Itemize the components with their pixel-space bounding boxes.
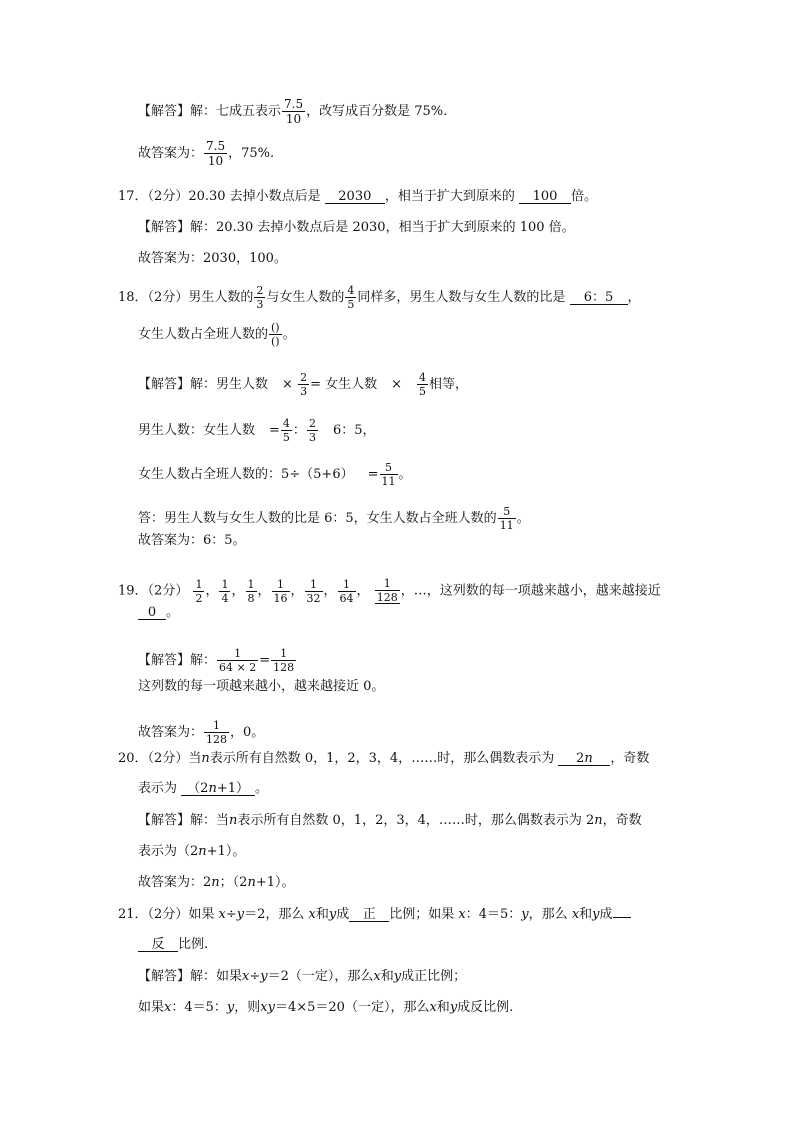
q21-question-line2: 反 比例. (138, 938, 208, 952)
answer-blank: 0 (138, 606, 166, 620)
q20-final-answer: 故答案为：2n；（2n+1）。 (138, 875, 295, 890)
q16-solution-line: 【解答】解：七成五表示 $\frac{7.5}{10}$ ，改写成百分数是 75%. (138, 97, 448, 126)
q17-question: 17．（2分）20.30 去掉小数点后是 2030 ，相当于扩大到原来的 100 倍。 (118, 189, 597, 204)
q18-ratio-line: 男生人数：女生人数 = $\frac{4}{5}$ ： $\frac{2}{3}$ 6：5， (138, 417, 376, 444)
sequence-fraction: $\frac{1}{32}$ (306, 577, 321, 605)
q18-question: 18．（2分）男生人数的 $\frac{2}{3}$ 与女生人数的 $\frac{4}{5}$ 同样多，男生人数与女生人数的比是 6：5 ， (118, 284, 641, 311)
q20-question: 20．（2分）当n表示所有自然数 0，1，2，3，4，……时，那么偶数表示为 2n ，奇数 (118, 751, 650, 766)
q19-solution-line1: 【解答】解： $\frac{1}{64 \times 2}$ = $\frac{1}{128}$ (138, 647, 295, 674)
answer-blank: （2n+1） (181, 782, 255, 796)
answer-blank: 反 (138, 938, 178, 952)
fraction: $\frac{4}{5}$ (347, 284, 355, 311)
answer-blank: 正 (349, 908, 389, 922)
answer-blank: 2030 (325, 190, 385, 204)
solution-label: 【解答】解：七成五表示 (138, 104, 282, 119)
fraction-blank: $\frac{()}{()}$ (271, 321, 280, 348)
q17-solution: 【解答】解：20.30 去掉小数点后是 2030，相当于扩大到原来的 100 倍。 (138, 220, 575, 235)
sequence-fraction: $\frac{1}{4}$ (221, 577, 229, 605)
answer-blank: 100 (519, 190, 571, 204)
sequence-fraction: $\frac{1}{64}$ (339, 577, 354, 605)
q16-final-answer: 故答案为： $\frac{7.5}{10}$ ，75%. (138, 139, 275, 168)
answer-blank: 2n (558, 752, 610, 766)
q19-final-answer: 故答案为： $\frac{1}{128}$ ，0。 (138, 719, 265, 746)
q21-solution-line2: 如果x：4＝5：y，则xy＝4×5＝20（一定），那么x和y成反比例. (138, 1000, 514, 1015)
fraction: $\frac{7.5}{10}$ (206, 139, 226, 168)
fraction: $\frac{5}{11}$ (381, 461, 396, 488)
q18-question-line2: 女生人数占全班人数的 $\frac{()}{()}$ 。 (138, 321, 296, 348)
fraction: $\frac{4}{5}$ (419, 371, 427, 398)
q19-question: 19．（2分） $\frac{1}{2}$ ， $\frac{1}{4}$ ， $\frac{1}{8}$ ， $\frac{1}{16}$ ， $\frac{1}{32}$ ， $\frac{1}{64}$ ， $\frac{1}{128}$ ，…，这列数的每一项越来越小，越来越接近 (118, 577, 661, 605)
q21-question: 21．（2分）如果 x÷y＝2，那么 x和y成 正 比例；如果 x：4＝5：y，那么 x和y成 (118, 908, 631, 922)
fraction: $\frac{1}{128}$ (206, 719, 228, 746)
q19-solution-line2: 这列数的每一项越来越小，越来越接近 0。 (138, 679, 385, 694)
q17-final-answer: 故答案为：2030，100。 (138, 251, 287, 266)
q18-solution-line1: 【解答】解：男生人数 × $\frac{2}{3}$ = 女生人数 × $\frac{4}{5}$ 相等， (138, 371, 469, 398)
question-number: 21．（2分） (118, 907, 189, 922)
q21-solution-line1: 【解答】解：如果x÷y＝2（一定），那么x和y成正比例； (138, 969, 467, 984)
q18-share-line: 女生人数占全班人数的：5÷（5+6） = $\frac{5}{11}$ 。 (138, 461, 412, 488)
solution-label: 【解答】解： (138, 653, 217, 668)
answer-blank-fraction: $\frac{1}{128}$ (376, 577, 398, 604)
fraction: $\frac{1}{64 \times 2}$ (219, 647, 257, 674)
question-number: 20．（2分） (118, 751, 189, 766)
fraction: $\frac{2}{3}$ (308, 417, 316, 444)
fraction: $\frac{7.5}{10}$ (284, 97, 304, 126)
q20-solution-line2: 表示为（2n+1）。 (138, 844, 246, 859)
fraction: $\frac{2}{3}$ (300, 371, 308, 398)
fraction: $\frac{2}{3}$ (256, 284, 264, 311)
sequence-fraction: $\frac{1}{16}$ (273, 577, 288, 605)
question-number: 19．（2分） (118, 583, 189, 599)
q18-answer-line: 答：男生人数与女生人数的比是 6：5，女生人数占全班人数的 $\frac{5}{11}$ 。 (138, 505, 530, 532)
sequence-fraction: $\frac{1}{8}$ (247, 577, 255, 605)
fraction: $\frac{4}{5}$ (282, 417, 290, 444)
question-number: 18．（2分） (118, 290, 189, 305)
q20-solution-line1: 【解答】解：当n表示所有自然数 0，1，2，3，4，……时，那么偶数表示为 2n，奇数 (138, 813, 642, 828)
fraction: $\frac{5}{11}$ (499, 505, 514, 532)
question-number: 17．（2分） (118, 189, 189, 204)
fraction: $\frac{1}{128}$ (273, 647, 295, 674)
answer-blank: 6：5 (570, 291, 628, 305)
sequence-fraction: $\frac{1}{2}$ (195, 577, 203, 605)
q18-final-answer: 故答案为：6：5。 (138, 533, 246, 548)
q20-question-line2: 表示为 （2n+1） 。 (138, 781, 268, 796)
solution-label: 【解答】解：男生人数 (138, 377, 269, 392)
q19-question-line2: 0 。 (138, 606, 179, 620)
